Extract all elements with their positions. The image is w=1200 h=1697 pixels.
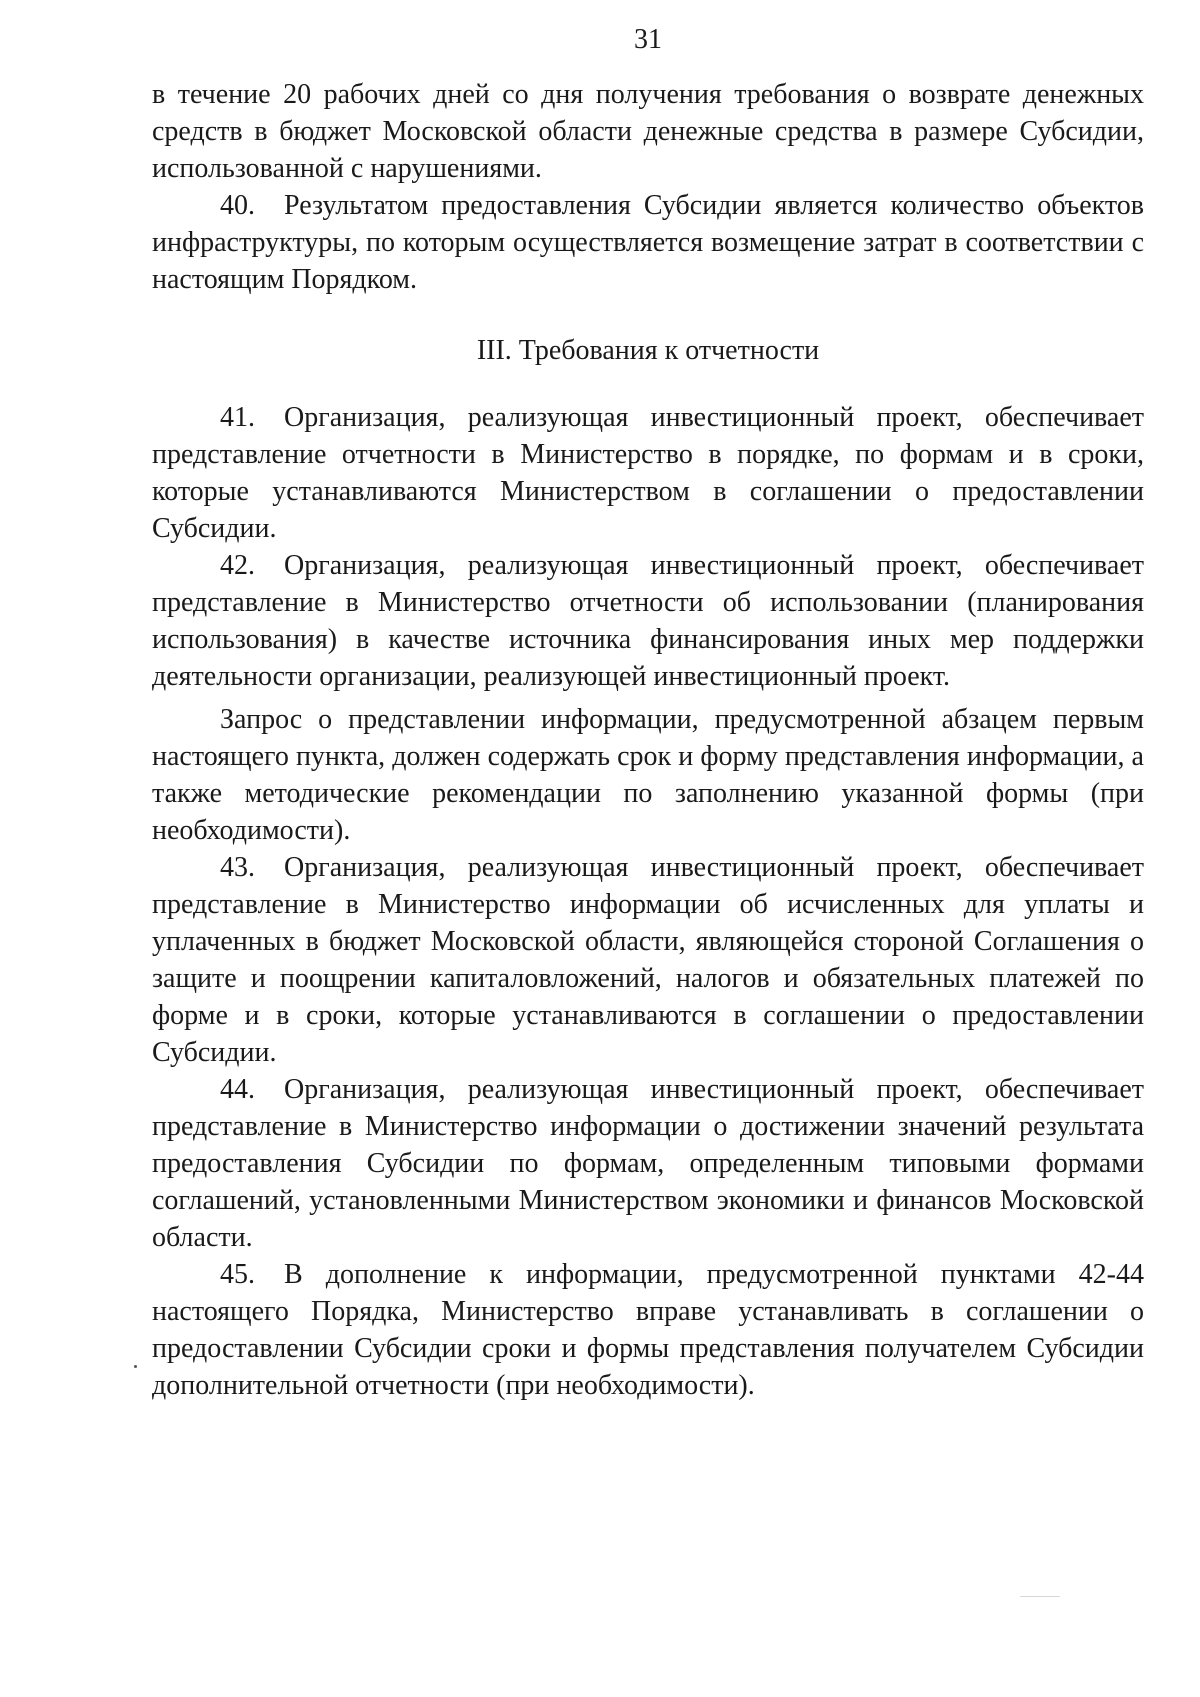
paragraph-number: 44. [220,1074,255,1105]
paragraph-41 [152,399,1144,547]
paragraph-45 [152,1256,1144,1404]
page-number: 31 [634,24,662,55]
paragraph-text: Организация, реализующая инвестиционный проект, обеспечивает представление в Министерство информации об исчисленных для уплаты и уплаченных в бюджет Московской области, являющейся стороной Соглашения о защите и поощрении капиталовложений, налогов и обязательных платежей по форме и в сроки, которые устанавливаются в соглашении о предоставлении Субсидии. [152,852,1144,1068]
section-heading: III. Требования к отчетности [476,335,820,366]
paragraph-text: Организация, реализующая инвестиционный проект, обеспечивает представление отчетности в Министерство в порядке, по формам и в сроки, которые устанавливаются Министерством в соглашении о предоставлении Субсидии. [152,402,1144,544]
paragraph-continuation: в течение 20 рабочих дней со дня получения требования о возврате денежных средств в бюджет Московской области денежные средства в размере Субсидии, использованной с нарушениями. [152,79,1144,184]
paragraph-40 [152,187,1144,298]
paragraph-number: 41. [220,402,255,433]
document-body [152,76,1144,1404]
paragraph-44 [152,1071,1144,1256]
paragraph-text: Организация, реализующая инвестиционный проект, обеспечивает представление в Министерство отчетности об использовании (планирования использования) в качестве источника финансирования иных мер поддержки деятельности организации, реализующей инвестиционный проект. [152,550,1144,692]
scan-artifact-line [1020,1596,1060,1597]
paragraph-number: 42. [220,550,255,581]
paragraph-42 [152,547,1144,695]
paragraph-text: Результатом предоставления Субсидии является количество объектов инфраструктуры, по которым осуществляется возмещение затрат в соответствии с настоящим Порядком. [152,190,1144,295]
paragraph-number: 43. [220,852,255,883]
paragraph-number: 40. [220,190,255,221]
paragraph-text: Организация, реализующая инвестиционный проект, обеспечивает представление в Министерство информации о достижении значений результата предоставления Субсидии по формам, определенным типовыми формами соглашений, установленными Министерством экономики и финансов Московской области. [152,1074,1144,1253]
paragraph-number: 45. [220,1259,255,1290]
paragraph-43 [152,849,1144,1071]
paragraph-42-request: Запрос о представлении информации, предусмотренной абзацем первым настоящего пункта, должен содержать срок и форму представления информации, а также методические рекомендации по заполнению указанной формы (при необходимости). [152,704,1144,846]
paragraph-text: В дополнение к информации, предусмотренной пунктами 42-44 настоящего Порядка, Министерство вправе устанавливать в соглашении о предоставлении Субсидии сроки и формы представления получателем Субсидии дополнительной отчетности (при необходимости). [152,1259,1144,1401]
scan-artifact-dot [134,1365,137,1368]
